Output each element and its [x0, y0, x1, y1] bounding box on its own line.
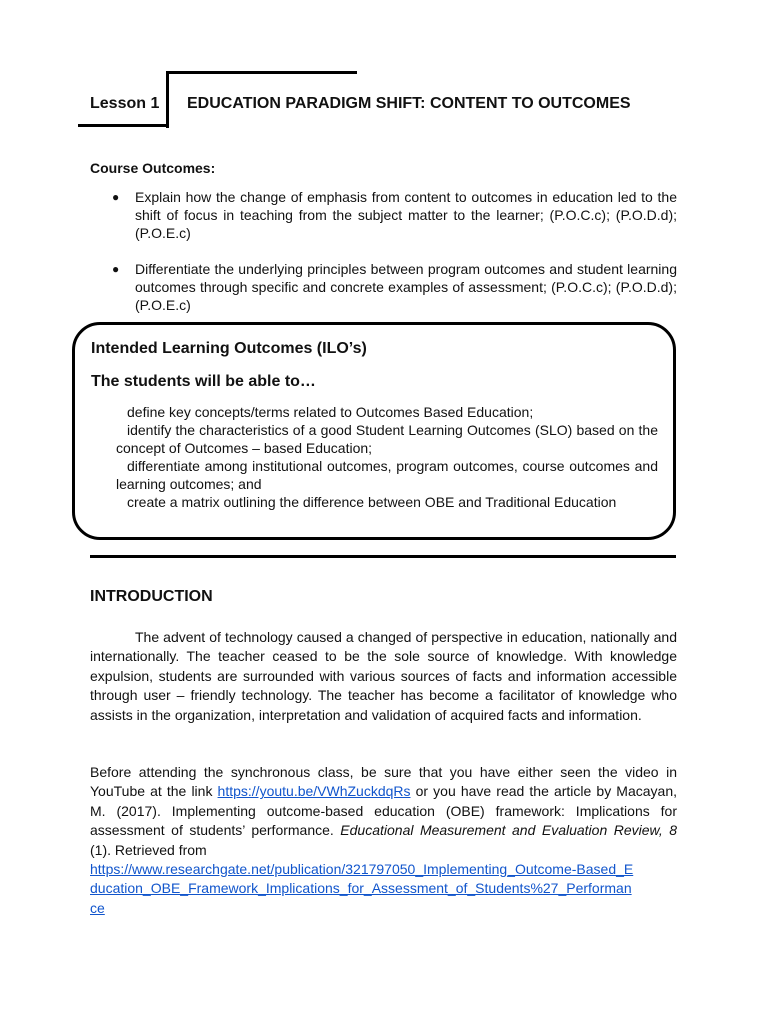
section-divider	[90, 555, 676, 558]
ilo-item: define key concepts/terms related to Outcomes Based Education;	[127, 404, 534, 420]
course-outcome-item	[112, 188, 677, 242]
instructions-text-3: (1). Retrieved from	[90, 841, 207, 858]
reading-instructions-text	[90, 763, 677, 860]
article-link-line	[90, 860, 635, 918]
instructions-text-2: or you have read the article by Macayan, M. (2017). Implementing outcome-based education (OBE) framework: Implications for assessment of students’ performance.	[90, 783, 677, 839]
reading-instructions	[90, 763, 677, 918]
header-rule-bottom	[78, 124, 168, 127]
ilo-list	[116, 403, 658, 511]
lesson-label: Lesson 1	[90, 95, 160, 112]
bullet-icon: ●	[112, 190, 120, 204]
ilo-subtitle: The students will be able to…	[91, 373, 316, 390]
course-outcome-text: Differentiate the underlying principles between program outcomes and student learning outcomes through specific and concrete examples of assessment; (P.O.C.c); (P.O.D.d); (P.O.E.c)	[135, 261, 677, 313]
youtube-video-link[interactable]: https://youtu.be/VWhZuckdqRs	[217, 783, 411, 800]
lesson-title: EDUCATION PARADIGM SHIFT: CONTENT TO OUTCOMES	[187, 95, 631, 112]
introduction-heading: INTRODUCTION	[90, 588, 213, 605]
introduction-paragraph	[90, 628, 677, 725]
ilo-title: Intended Learning Outcomes (ILO’s)	[91, 340, 367, 357]
researchgate-article-link[interactable]: https://www.researchgate.net/publication/321797050_Implementing_Outcome-Based_Education_OBE_Framework_Implications_for_Assessment_of_Students%27_Performance	[90, 861, 634, 916]
ilo-item: identify the characteristics of a good Student Learning Outcomes (SLO) based on the concept of Outcomes – based Education;	[116, 422, 658, 456]
course-outcomes-heading: Course Outcomes:	[90, 160, 216, 176]
ilo-item: differentiate among institutional outcomes, program outcomes, course outcomes and learning outcomes; and	[116, 458, 658, 492]
intro-paragraph-text: The advent of technology caused a changed of perspective in education, nationally and internationally. The teacher ceased to be the sole source of knowledge. With knowledge expulsion, students are surrounded with various sources of facts and information accessible through user – friendly technology. The teacher has become a facilitator of knowledge who assists in the organization, interpretation and validation of acquired facts and information.	[90, 629, 677, 723]
instructions-text-1: Before attending the synchronous class, be sure that you have either seen the video in YouTube at the link	[90, 764, 677, 800]
header-rule-vertical	[166, 71, 169, 128]
bullet-icon: ●	[112, 262, 120, 276]
journal-title: Educational Measurement and Evaluation Review, 8	[340, 822, 677, 839]
header-rule-top	[168, 71, 357, 74]
course-outcome-text: Explain how the change of emphasis from content to outcomes in education led to the shift of focus in teaching from the subject matter to the learner; (P.O.C.c); (P.O.D.d); (P.O.E.c)	[135, 189, 677, 241]
ilo-item: create a matrix outlining the difference between OBE and Traditional Education	[127, 494, 617, 510]
course-outcome-item	[112, 260, 677, 314]
